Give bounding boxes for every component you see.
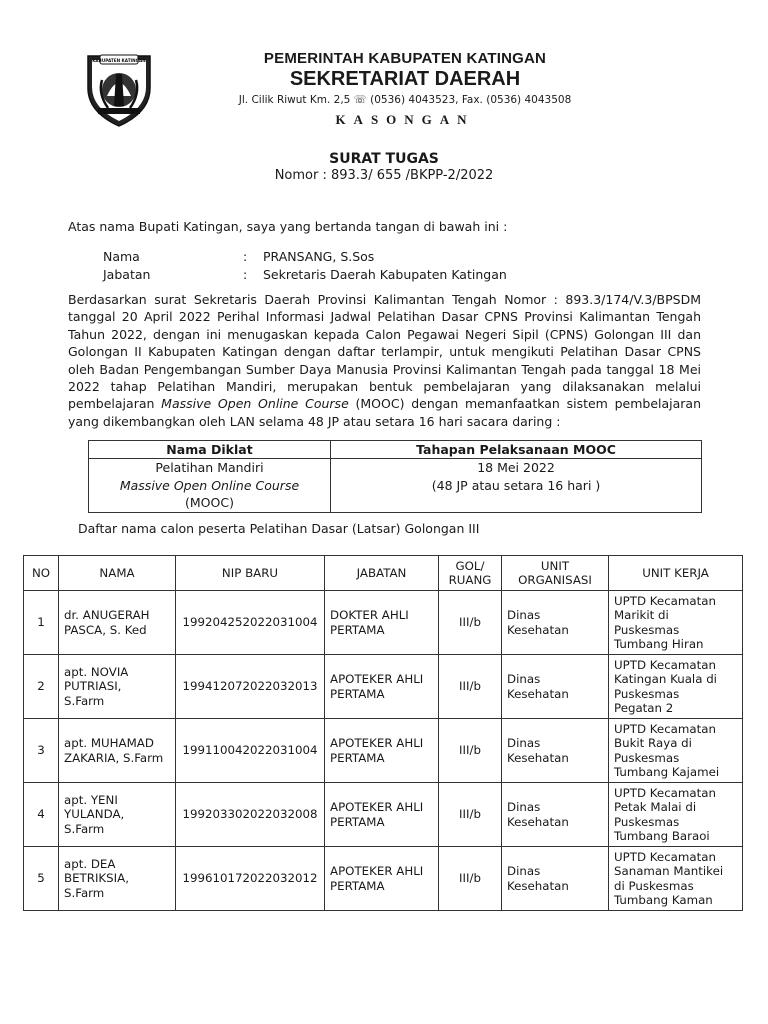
- position-line: PERTAMA: [330, 878, 385, 893]
- organization-line: Kesehatan: [507, 622, 569, 637]
- signer-name-value: PRANSANG, S.Sos: [263, 249, 375, 264]
- position-line: DOKTER AHLI: [330, 608, 409, 622]
- body-paragraph: [68, 291, 701, 430]
- name-line: BETRIKSIA,: [64, 871, 129, 886]
- participant-grade: III/b: [439, 847, 502, 911]
- work-unit-line: UPTD Kecamatan: [614, 721, 716, 736]
- signer-position-label: Jabatan: [103, 266, 151, 282]
- participant-name: [59, 847, 176, 911]
- header-unit-line: UNIT: [540, 559, 570, 573]
- header-unit-organisasi: [502, 556, 609, 591]
- table-row: [24, 783, 743, 847]
- participant-position: [325, 847, 439, 911]
- work-unit-line: di Puskesmas: [614, 878, 694, 893]
- name-line: ZAKARIA, S.Farm: [64, 750, 164, 765]
- document-number: Nomor : 893.3/ 655 /BKPP-2/2022: [274, 168, 494, 183]
- organization-line: Kesehatan: [507, 814, 569, 829]
- organization-line: Dinas: [507, 800, 541, 814]
- mooc-cell-diklat: [89, 459, 331, 513]
- work-unit-line: UPTD Kecamatan: [614, 657, 716, 672]
- participant-nip: 199203302022032008: [176, 783, 325, 847]
- participant-table: [23, 555, 743, 911]
- position-line: PERTAMA: [330, 622, 385, 637]
- signer-name-row: [103, 248, 507, 266]
- participant-grade: III/b: [439, 591, 502, 655]
- participant-position: [325, 655, 439, 719]
- participant-position: [325, 783, 439, 847]
- organization-line: Dinas: [507, 736, 541, 750]
- row-number: 3: [24, 719, 59, 783]
- header-unit-kerja: UNIT KERJA: [609, 556, 743, 591]
- body-text-part1: Berdasarkan surat Sekretaris Daerah Provinsi Kalimantan Tengah Nomor : 893.3/174/V.3/BPSDM tanggal 20 April 2022 Perihal Informasi Jadwal Pelatihan Dasar CPNS Provinsi Kalimantan Tengah Tahun 2022, dengan ini menugaskan kepada Calon Pegawai Negeri Sipil (CPNS) Golongan III dan Golongan II Kabupaten Katingan dengan daftar terlampir, untuk mengikuti Pelatihan Dasar CPNS oleh Badan Pengembangan Sumber Daya Manusia Provinsi Kalimantan Tengah pada tanggal 18 Mei 2022 tahap Pelatihan Mandiri, merupakan bentuk pembelajaran yang dilaksanakan melalui pembelajaran: [68, 292, 701, 412]
- government-name: PEMERINTAH KABUPATEN KATINGAN: [263, 50, 547, 67]
- work-unit-line: Bukit Raya di: [614, 736, 692, 750]
- diklat-line: Pelatihan Mandiri: [155, 460, 264, 475]
- participant-work-unit: [609, 655, 743, 719]
- participant-position: [325, 591, 439, 655]
- participant-nip: 199610172022032012: [176, 847, 325, 911]
- position-line: APOTEKER AHLI: [330, 672, 424, 686]
- office-address: Jl. Cilik Riwut Km. 2,5 ☏ (0536) 4043523, Fax. (0536) 4043508: [238, 94, 572, 106]
- participant-organization: [502, 719, 609, 783]
- table-row: [24, 847, 743, 911]
- work-unit-line: Sanaman Mantikei: [614, 864, 724, 878]
- document-title: SURAT TUGAS: [329, 151, 439, 167]
- name-line: apt. YENI: [64, 792, 118, 807]
- work-unit-line: Puskesmas: [614, 750, 680, 765]
- participant-name: [59, 719, 176, 783]
- mooc-cell-tahapan: [331, 459, 702, 513]
- header-no: NO: [24, 556, 59, 591]
- mooc-header-diklat: Nama Diklat: [89, 441, 331, 459]
- participant-name: [59, 655, 176, 719]
- participant-work-unit: [609, 847, 743, 911]
- participant-organization: [502, 783, 609, 847]
- work-unit-line: UPTD Kecamatan: [614, 849, 716, 864]
- participant-work-unit: [609, 719, 743, 783]
- signer-position-value: Sekretaris Daerah Kabupaten Katingan: [263, 266, 507, 282]
- signer-position-row: [103, 266, 507, 284]
- header-gol: [439, 556, 502, 591]
- diklat-line: (MOOC): [185, 495, 234, 510]
- work-unit-line: Puskesmas: [614, 686, 680, 701]
- name-line: apt. NOVIA: [64, 664, 129, 679]
- header-nip: NIP BARU: [176, 556, 325, 591]
- header-gol-line: GOL/: [455, 559, 485, 573]
- position-line: PERTAMA: [330, 814, 385, 829]
- name-line: apt. DEA: [64, 856, 116, 871]
- svg-text:KABUPATEN KATINGAN: KABUPATEN KATINGAN: [92, 58, 146, 63]
- position-line: APOTEKER AHLI: [330, 736, 424, 750]
- mooc-header-tahapan: Tahapan Pelaksanaan MOOC: [331, 441, 702, 459]
- work-unit-line: Marikit di: [614, 608, 669, 622]
- header-jabatan: JABATAN: [325, 556, 439, 591]
- table-row: [24, 591, 743, 655]
- letterhead: [200, 50, 610, 128]
- work-unit-line: Katingan Kuala di: [614, 672, 717, 686]
- name-line: apt. MUHAMAD: [64, 736, 154, 750]
- participant-work-unit: [609, 591, 743, 655]
- office-name: SEKRETARIAT DAERAH: [289, 68, 521, 90]
- signer-name-label: Nama: [103, 249, 140, 264]
- position-line: APOTEKER AHLI: [330, 800, 424, 814]
- position-line: PERTAMA: [330, 750, 385, 765]
- participant-grade: III/b: [439, 783, 502, 847]
- row-number: 1: [24, 591, 59, 655]
- organization-line: Kesehatan: [507, 686, 569, 701]
- body-text-part2: (MOOC) dengan memanfaatkan sistem pembelajaran yang dikembangkan oleh LAN selama 48 JP atau setara 16 hari sacara daring :: [68, 396, 702, 429]
- participant-grade: III/b: [439, 719, 502, 783]
- table-row: [24, 655, 743, 719]
- work-unit-line: UPTD Kecamatan: [614, 785, 716, 800]
- participant-organization: [502, 591, 609, 655]
- office-city: KASONGAN: [335, 112, 475, 127]
- name-line: PASCA, S. Ked: [64, 622, 147, 637]
- position-line: PERTAMA: [330, 686, 385, 701]
- tahapan-line: (48 JP atau setara 16 hari ): [431, 477, 601, 493]
- participant-list-caption: Daftar nama calon peserta Pelatihan Dasar (Latsar) Golongan III: [78, 521, 480, 536]
- row-number: 5: [24, 847, 59, 911]
- participant-grade: III/b: [439, 655, 502, 719]
- signer-identity: [103, 248, 507, 283]
- organization-line: Dinas: [507, 864, 541, 878]
- work-unit-line: Petak Malai di: [614, 800, 697, 814]
- participant-nip: 199204252022031004: [176, 591, 325, 655]
- mooc-row: [89, 459, 702, 513]
- regency-emblem: [80, 50, 158, 128]
- mooc-table: [88, 440, 702, 513]
- participant-name: [59, 591, 176, 655]
- row-number: 4: [24, 783, 59, 847]
- name-line: dr. ANUGERAH: [64, 608, 150, 622]
- participant-organization: [502, 655, 609, 719]
- diklat-line: Massive Open Online Course: [119, 477, 300, 493]
- organization-line: Kesehatan: [507, 750, 569, 765]
- opening-sentence: Atas nama Bupati Katingan, saya yang bertanda tangan di bawah ini :: [68, 219, 508, 234]
- colon: :: [243, 266, 248, 282]
- body-text-italic: Massive Open Online Course: [161, 396, 349, 412]
- table-row: [24, 719, 743, 783]
- name-line: S.Farm: [64, 885, 105, 900]
- participant-header-row: [24, 556, 743, 591]
- mooc-header-row: [89, 441, 702, 459]
- work-unit-line: Puskesmas: [614, 814, 680, 829]
- participant-name: [59, 783, 176, 847]
- header-nama: NAMA: [59, 556, 176, 591]
- work-unit-line: Tumbang Kajamei: [614, 765, 720, 779]
- participant-position: [325, 719, 439, 783]
- name-line: PUTRIASI,: [64, 679, 122, 694]
- organization-line: Dinas: [507, 672, 541, 686]
- header-gol-line: RUANG: [448, 573, 492, 587]
- participant-organization: [502, 847, 609, 911]
- work-unit-line: Pegatan 2: [614, 701, 674, 715]
- work-unit-line: Tumbang Baraoi: [614, 829, 710, 843]
- colon: :: [243, 249, 248, 264]
- work-unit-line: Tumbang Hiran: [614, 637, 704, 651]
- work-unit-line: Tumbang Kaman: [614, 893, 713, 907]
- row-number: 2: [24, 655, 59, 719]
- name-line: S.Farm: [64, 821, 105, 836]
- header-unit-line: ORGANISASI: [518, 573, 592, 587]
- tahapan-line: 18 Mei 2022: [477, 460, 555, 475]
- organization-line: Kesehatan: [507, 878, 569, 893]
- participant-work-unit: [609, 783, 743, 847]
- work-unit-line: Puskesmas: [614, 622, 680, 637]
- position-line: APOTEKER AHLI: [330, 864, 424, 878]
- document-heading: [0, 151, 768, 183]
- participant-nip: 199110042022031004: [176, 719, 325, 783]
- name-line: YULANDA,: [64, 807, 125, 822]
- work-unit-line: UPTD Kecamatan: [614, 593, 716, 608]
- organization-line: Dinas: [507, 608, 541, 622]
- participant-nip: 199412072022032013: [176, 655, 325, 719]
- name-line: S.Farm: [64, 693, 105, 708]
